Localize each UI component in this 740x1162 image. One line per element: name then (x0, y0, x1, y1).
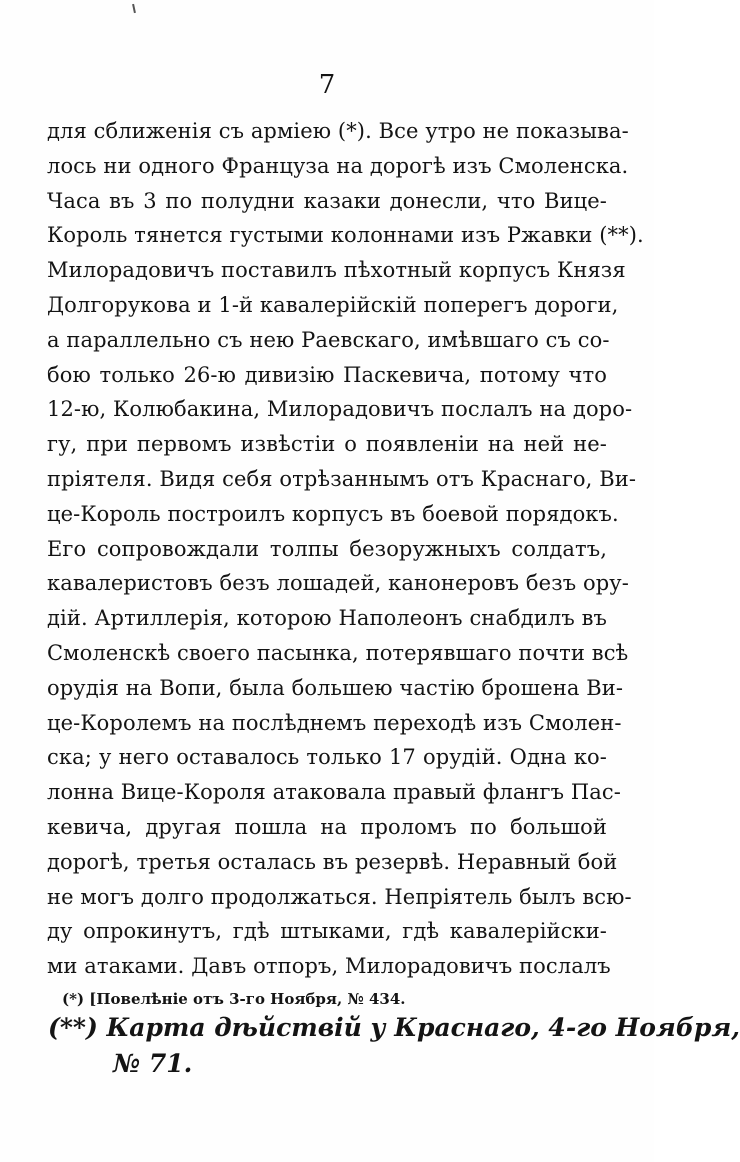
text-line: для сближенія съ арміею (*). Все утро не показыва- (47, 119, 629, 143)
text-line: 12-ю, Колюбакина, Милорадовичъ послалъ на доро- (47, 397, 633, 422)
text-line: дій. Артиллерія, которою Наполеонъ снабдилъ въ (47, 606, 607, 631)
text-line: лонна Вице-Короля атаковала правый флангъ Пас- (47, 780, 621, 805)
text-line: а параллельно съ нею Раевскаго, имѣвшаго съ со- (47, 327, 610, 352)
text-line: Милорадовичъ поставилъ пѣхотный корпусъ Князя (47, 258, 626, 283)
footnote-second: (**) Карта дѣйствій у Краснаго, 4-го Ноября, (48, 1013, 740, 1042)
text-line: ми атаками. Давъ отпоръ, Милорадовичъ послалъ (47, 954, 611, 979)
text-line: Смоленскѣ своего пасынка, потерявшаго почти всѣ (47, 640, 629, 665)
text-line: кевича, другая пошла на проломъ по большой (47, 814, 607, 839)
text-line: Король тянется густыми колоннами изъ Ржавки (**). (47, 223, 644, 248)
text-line: лось ни одного Француза на дорогѣ изъ Смоленска. (47, 153, 629, 178)
text-line: ска; у него оставалось только 17 орудій. Одна ко- (47, 745, 607, 770)
text-line: не могъ долго продолжаться. Непріятель былъ всю- (47, 884, 632, 909)
text-line: це-Король построилъ корпусъ въ боевой порядокъ. (47, 501, 619, 526)
stray-ink-mark (132, 4, 136, 13)
text-line: дорогѣ, третья осталась въ резервѣ. Неравный бой (47, 849, 618, 874)
body-text (47, 114, 644, 984)
text-line: Его сопровождали толпы безоружныхъ солдатъ, (47, 536, 607, 561)
text-line: гу, при первомъ извѣстіи о появленіи на ней не- (47, 432, 607, 457)
footnote-second-continuation: № 71. (113, 1049, 193, 1078)
text-line: пріятеля. Видя себя отрѣзаннымъ отъ Краснаго, Ви- (47, 466, 637, 491)
text-line: ду опрокинутъ, гдѣ штыками, гдѣ кавалерійски- (47, 919, 607, 944)
page-number: 7 (318, 70, 336, 100)
text-line: це-Королемъ на послѣднемъ переходѣ изъ Смолен- (47, 710, 622, 735)
text-line: кавалеристовъ безъ лошадей, канонеровъ безъ ору- (47, 571, 629, 596)
text-line: Часа въ 3 по полудни казаки донесли, что Вице- (47, 188, 607, 213)
text-line: бою только 26-ю дивизію Паскевича, потому что (47, 362, 607, 387)
text-line: Долгорукова и 1-й кавалерійскій поперегъ дороги, (47, 292, 619, 317)
footnote-first: (*) [Повелѣніе отъ 3-го Ноября, № 434. (62, 990, 406, 1008)
text-line: орудія на Вопи, была большею частію брошена Ви- (47, 675, 624, 700)
